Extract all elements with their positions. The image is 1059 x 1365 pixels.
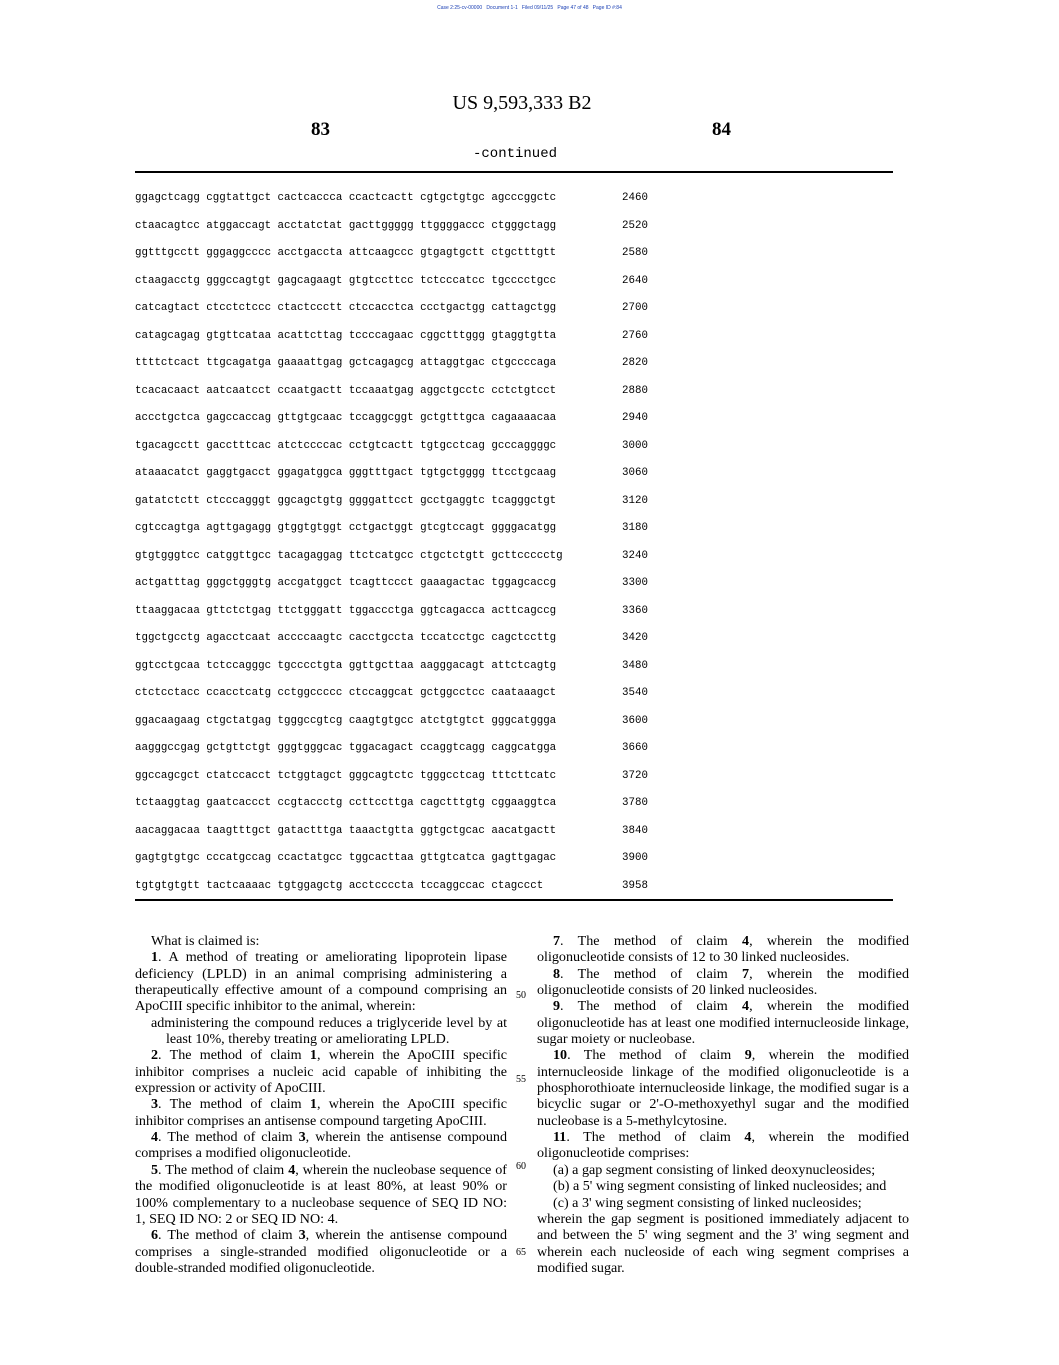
sequence-text: gatatctctt ctcccagggt ggcagctgtg ggggattcct gcctgaggtc tcagggctgt [135,494,557,507]
claim-reference: 7 [742,965,750,982]
claim-text: , wherein the modified oligonucleotide consists of 20 linked nucleosides. [537,965,909,999]
sequence-position: 3840 [622,824,648,837]
sequence-position: 3720 [622,769,648,782]
claim-1 [135,949,507,1014]
claim-5 [135,1162,507,1227]
claim-text: . The method of claim [560,933,743,949]
sequence-text: actgatttag gggctgggtg accgatggct tcagttccct gaaagactac tggagcaccg [135,577,557,589]
claim-reference: 4 [744,1129,752,1146]
claim-6 [135,1227,507,1276]
sequence-row [135,268,662,296]
sequence-row [135,845,662,873]
sequence-position: 2760 [622,329,648,342]
sequence-row [135,488,662,516]
claim-11 [537,1129,909,1162]
sequence-text: ggacaagaag ctgctatgag tgggccgtcg caagtgtgcc atctgtgtct gggcatggga [135,714,557,727]
claim-text: , wherein the ApoCIII specific inhibitor comprises a nucleic acid capable of inhibiting the expression or activity of ApoCIII. [135,1047,507,1097]
sequence-position: 2880 [622,384,648,397]
sequence-row [135,543,662,571]
claim-number: 8 [553,965,561,982]
claim-7 [537,933,909,966]
claim-11-item-c: (c) a 3' wing segment consisting of linked nucleosides; [553,1194,862,1211]
sequence-row [135,213,662,241]
claim-text: . The method of claim [158,1096,310,1113]
court-filing-stamp: Case 2:25-cv-00000 Document 1-1 Filed 09/11/25 Page 47 of 48 Page ID #:84 [437,5,622,11]
sequence-position: 3180 [622,522,648,534]
claim-3 [135,1096,507,1129]
claim-text: . The method of claim [560,965,743,982]
claim-text: , wherein the antisense compound comprises a modified oligonucleotide. [135,1129,507,1162]
claim-number: 7 [553,933,561,949]
claim-text: . The method of claim [560,998,743,1015]
sequence-position: 2940 [622,412,648,424]
line-number: 65 [516,1247,526,1258]
sequence-text: ttttctcact ttgcagatga gaaaattgag gctcagagcg attaggtgac ctgccccaga [135,357,557,369]
sequence-text: tcacacaact aatcaatcct ccaatgactt tccaaatgag aggctgcctc cctctgtcct [135,384,557,397]
sequence-position: 2580 [622,247,648,259]
sequence-row [135,323,662,351]
claim-reference: 1 [309,1047,317,1064]
claim-text: , wherein the nucleobase sequence of the modified oligonucleotide is at least 80%, at least 90% or 100% complementary to a nucleobase sequence of SEQ ID NO: 1, SEQ ID NO: 2 or SEQ ID NO: 4. [135,1161,507,1227]
sequence-row [135,680,662,708]
sequence-position: 3780 [622,797,648,809]
sequence-row [135,350,662,378]
sequence-position: 3360 [622,604,648,617]
sequence-row [135,295,662,323]
sequence-text: tgtgtgtgtt tactcaaaac tgtggagctg acctccccta tccaggccac ctagccct [135,879,544,892]
table-top-rule [135,171,893,173]
sequence-position: 3900 [622,852,648,864]
continued-label: -continued [472,146,557,162]
sequence-position: 2700 [622,302,648,314]
sequence-row [135,460,662,488]
claim-text: , wherein the modified internucleoside linkage of the modified oligonucleotide is a phosphorothioate internucleoside linkage, the modified sugar is a bicyclic sugar or 2'-O-methoxyethyl sugar and the modified nucleobase is a 5-methylcytosine. [537,1047,909,1129]
sequence-position: 2460 [622,192,648,204]
claim-reference: 1 [309,1096,317,1113]
claim-number: 9 [553,998,561,1015]
sequence-position: 3000 [622,439,648,452]
sequence-row [135,240,662,268]
claim-text: . The method of claim [158,1129,299,1146]
sequence-text: ggtcctgcaa tctccagggc tgcccctgta ggttgcttaa aagggacagt attctcagtg [135,659,557,672]
left-column-number: 83 [311,119,330,140]
claim-text: . The method of claim [158,1227,299,1244]
table-bottom-rule [135,899,893,901]
claim-text: . The method of claim [567,1047,745,1064]
claim-reference: 9 [744,1047,752,1064]
sequence-position: 3060 [622,467,648,479]
claim-reference: 4 [742,933,750,949]
claim-number: 1 [151,949,159,966]
claim-9 [537,998,909,1047]
sequence-row [135,708,662,736]
claim-reference: 4 [742,998,750,1015]
claim-text: . The method of claim [158,1161,289,1178]
sequence-row [135,598,662,626]
sequence-text: gtgtgggtcc catggttgcc tacagaggag ttctcatgcc ctgctctgtt gcttccccctg [135,549,563,562]
sequence-row [135,873,662,901]
claims-right-column [537,933,909,1276]
claim-8 [537,966,909,999]
claim-text: , wherein the modified oligonucleotide comprises: [537,1129,909,1162]
sequence-position: 3240 [622,549,648,562]
claim-text: , wherein the modified oligonucleotide has at least one modified internucleoside linkage, sugar moiety or nucleobase. [537,998,909,1048]
claim-number: 5 [151,1161,159,1178]
sequence-row [135,790,662,818]
right-column-number: 84 [712,119,731,140]
sequence-row [135,433,662,461]
sequence-text: tggctgcctg agacctcaat accccaagtc cacctgccta tccatcctgc cagctccttg [135,632,557,644]
sequence-position: 3660 [622,742,648,754]
claim-number: 10 [553,1047,568,1064]
sequence-position: 2520 [622,219,648,232]
claim-11-tail: wherein the gap segment is positioned immediately adjacent to and between the 5' wing segment and the 3' wing segment and wherein each nucleoside of each wing segment comprises a modified sugar. [537,1210,909,1276]
sequence-text: gagtgtgtgc cccatgccag ccactatgcc tggcacttaa gttgtcatca gagttgagac [135,852,557,864]
sequence-text: ctctcctacc ccacctcatg cctggccccc ctccaggcat gctggcctcc caataaagct [135,687,557,699]
patent-number: US 9,593,333 B2 [452,92,592,114]
sequence-position: 2820 [622,357,648,369]
sequence-text: aacaggacaa taagtttgct gatactttga taaactgtta ggtgctgcac aacatgactt [135,824,557,837]
claim-number: 11 [553,1129,567,1146]
line-number: 60 [516,1161,526,1172]
claim-11-item-a: (a) a gap segment consisting of linked deoxynucleosides; [553,1161,876,1178]
sequence-position: 3540 [622,687,648,699]
claim-reference: 3 [298,1129,306,1146]
claim-text: , wherein the ApoCIII specific inhibitor comprises an antisense compound targeting ApoCIII. [135,1096,507,1129]
sequence-row [135,570,662,598]
sequence-text: tctaaggtag gaatcaccct ccgtaccctg ccttccttga cagctttgtg cggaaggtca [135,797,557,809]
sequence-row [135,405,662,433]
sequence-text: tgacagcctt gacctttcac atctccccac cctgtcactt tgtgcctcag gcccaggggc [135,439,557,452]
sequence-position: 3120 [622,494,648,507]
sequence-position: 3958 [622,879,648,892]
sequence-text: ttaaggacaa gttctctgag ttctgggatt tggaccctga ggtcagacca acttcagccg [135,604,557,617]
claim-text: , wherein the antisense compound comprises a single-stranded modified oligonucleotide or a double-stranded modified oligonucleotide. [135,1227,507,1276]
claim-4 [135,1129,507,1162]
claim-1-sub: administering the compound reduces a triglyceride level by at least 10%, thereby treating or ameliorating LPLD. [151,1014,507,1048]
sequence-text: ggtttgcctt gggaggcccc acctgaccta attcaagccc gtgagtgctt ctgctttgtt [135,247,557,259]
sequence-position: 3600 [622,714,648,727]
sequence-row [135,653,662,681]
sequence-text: catagcagag gtgttcataa acattcttag tccccagaac cggctttggg gtaggtgtta [135,329,557,342]
claims-left-column [135,933,507,1276]
sequence-position: 3420 [622,632,648,644]
claim-number: 6 [151,1227,159,1244]
sequence-row [135,818,662,846]
line-number: 55 [516,1074,526,1085]
claims-intro: What is claimed is: [151,933,260,949]
sequence-text: catcagtact ctcctctccc ctactccctt ctccacctca ccctgactgg cattagctgg [135,302,557,314]
claim-number: 2 [151,1047,159,1064]
claim-text: . A method of treating or ameliorating lipoprotein lipase deficiency (LPLD) in an animal comprising administering a therapeutically effective amount of a compound comprising an ApoCIII specific inhibitor to the animal, wherein: [135,949,507,1015]
sequence-position: 3480 [622,659,648,672]
sequence-text: ataaacatct gaggtgacct ggagatggca gggtttgact tgtgctgggg ttcctgcaag [135,467,557,479]
sequence-text: ctaacagtcc atggaccagt acctatctat gacttggggg ttggggaccc ctgggctagg [135,219,557,232]
claim-11-item-b: (b) a 5' wing segment consisting of linked nucleosides; and [553,1178,887,1195]
sequence-listing [135,185,662,900]
sequence-text: accctgctca gagccaccag gttgtgcaac tccaggcggt gctgtttgca cagaaaacaa [135,412,557,424]
claim-number: 4 [151,1129,159,1146]
claim-text: . The method of claim [566,1129,745,1146]
sequence-row [135,515,662,543]
sequence-text: ctaagacctg gggccagtgt gagcagaagt gtgtccttcc tctcccatcc tgcccctgcc [135,274,557,287]
sequence-row [135,625,662,653]
claim-10 [537,1047,909,1129]
claim-2 [135,1047,507,1096]
claim-number: 3 [151,1096,159,1113]
sequence-text: ggagctcagg cggtattgct cactcaccca ccactcactt cgtgctgtgc agcccggctc [135,192,557,204]
sequence-text: cgtccagtga agttgagagg gtggtgtggt cctgactggt gtcgtccagt ggggacatgg [135,522,557,534]
sequence-position: 2640 [622,274,648,287]
claim-text: , wherein the modified oligonucleotide consists of 12 to 30 linked nucleosides. [537,933,909,966]
line-number: 50 [516,990,526,1001]
sequence-row [135,763,662,791]
sequence-text: ggccagcgct ctatccacct tctggtagct gggcagtctc tgggcctcag tttcttcatc [135,769,557,782]
sequence-position: 3300 [622,577,648,589]
claim-reference: 3 [298,1227,306,1244]
sequence-row [135,378,662,406]
claim-text: . The method of claim [158,1047,310,1064]
sequence-row [135,735,662,763]
sequence-row [135,185,662,213]
sequence-text: aagggccgag gctgttctgt gggtgggcac tggacagact ccaggtcagg caggcatgga [135,742,557,754]
claim-reference: 4 [288,1161,296,1178]
